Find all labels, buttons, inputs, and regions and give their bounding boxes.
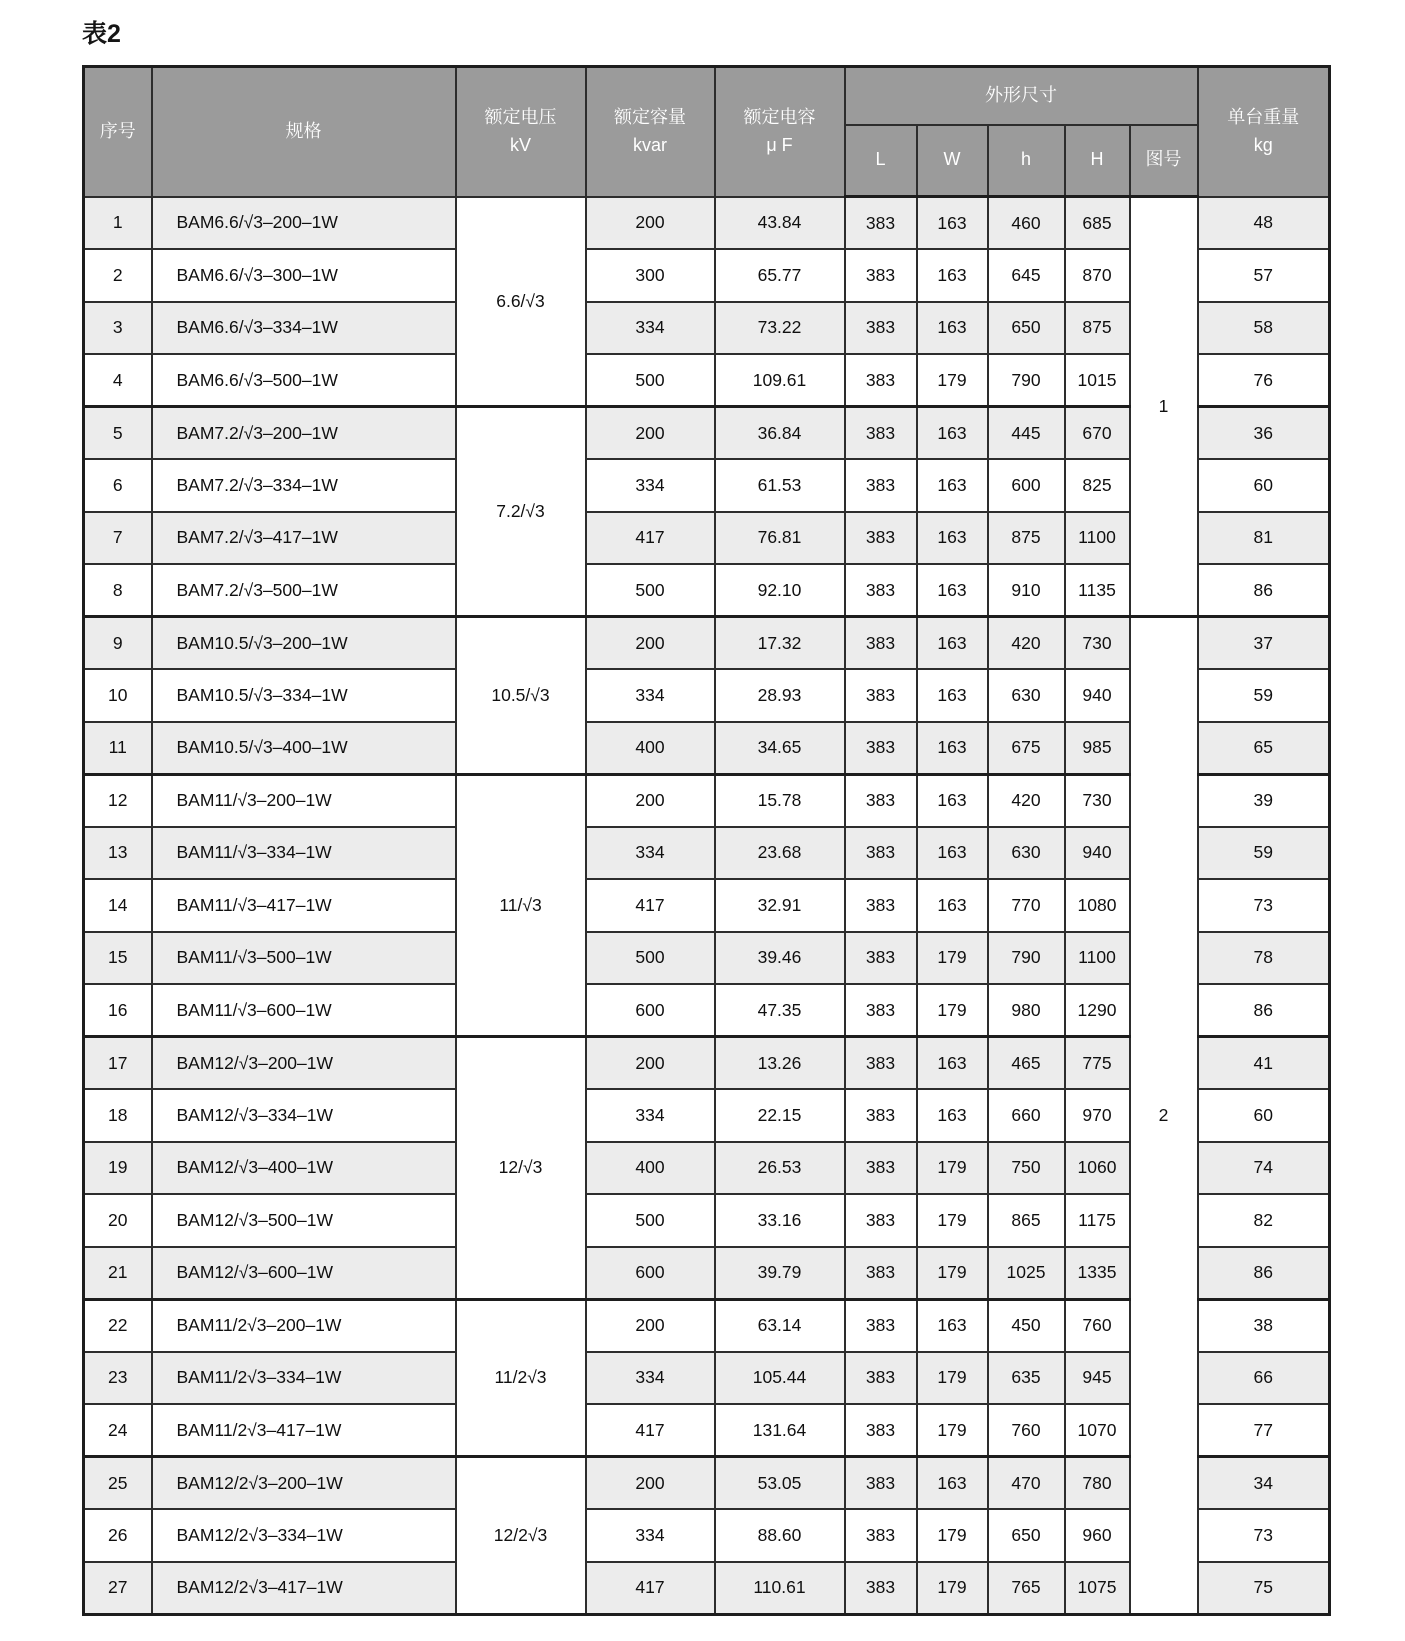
col-header-unit-weight — [1198, 67, 1330, 197]
dim-h-small-cell: 650 — [988, 302, 1065, 355]
col-header-rated-capacitance — [715, 67, 845, 197]
weight-cell: 86 — [1198, 564, 1330, 617]
spec-cell: BAM11/2√3–417–1W — [152, 1404, 456, 1457]
dim-h-small-cell: 765 — [988, 1562, 1065, 1615]
voltage-span-cell: 6.6/√3 — [456, 197, 586, 407]
weight-cell: 41 — [1198, 1037, 1330, 1090]
dim-h-big-cell: 1175 — [1065, 1194, 1130, 1247]
capacity-cell: 417 — [586, 512, 715, 565]
dim-h-small-cell: 600 — [988, 459, 1065, 512]
weight-cell: 57 — [1198, 249, 1330, 302]
serial-cell: 8 — [84, 564, 152, 617]
capacitance-cell: 110.61 — [715, 1562, 845, 1615]
voltage-span-cell: 11/√3 — [456, 774, 586, 1037]
spec-cell: BAM11/√3–600–1W — [152, 984, 456, 1037]
capacitance-cell: 23.68 — [715, 827, 845, 880]
dim-l-cell: 383 — [845, 1037, 917, 1090]
dim-w-cell: 163 — [917, 827, 988, 880]
dim-w-cell: 163 — [917, 722, 988, 775]
dim-w-cell: 179 — [917, 1194, 988, 1247]
dim-l-cell: 383 — [845, 302, 917, 355]
dim-h-small-cell: 420 — [988, 774, 1065, 827]
weight-cell: 48 — [1198, 197, 1330, 250]
serial-cell: 4 — [84, 354, 152, 407]
dim-h-small-cell: 420 — [988, 617, 1065, 670]
dim-w-cell: 179 — [917, 1352, 988, 1405]
weight-cell: 73 — [1198, 1509, 1330, 1562]
dim-h-small-cell: 980 — [988, 984, 1065, 1037]
dim-l-cell: 383 — [845, 984, 917, 1037]
dim-h-small-cell: 660 — [988, 1089, 1065, 1142]
serial-cell: 24 — [84, 1404, 152, 1457]
dim-h-big-cell: 1135 — [1065, 564, 1130, 617]
dim-h-small-cell: 630 — [988, 827, 1065, 880]
capacity-cell: 400 — [586, 722, 715, 775]
dim-h-small-cell: 650 — [988, 1509, 1065, 1562]
capacitance-cell: 105.44 — [715, 1352, 845, 1405]
capacitance-cell: 92.10 — [715, 564, 845, 617]
capacitance-cell: 39.46 — [715, 932, 845, 985]
table-row — [84, 617, 1330, 670]
capacitance-cell: 15.78 — [715, 774, 845, 827]
figure-span-cell: 1 — [1130, 197, 1198, 617]
dim-w-cell: 163 — [917, 1299, 988, 1352]
spec-cell: BAM11/√3–200–1W — [152, 774, 456, 827]
capacity-cell: 500 — [586, 1194, 715, 1247]
weight-cell: 78 — [1198, 932, 1330, 985]
col-header-dim-h-big: H — [1065, 125, 1130, 197]
header-row-1 — [84, 67, 1330, 125]
rated-capacity-label: 额定容量 — [614, 106, 686, 127]
weight-cell: 34 — [1198, 1457, 1330, 1510]
serial-cell: 2 — [84, 249, 152, 302]
weight-cell: 37 — [1198, 617, 1330, 670]
dim-h-small-cell: 910 — [988, 564, 1065, 617]
table-header — [84, 67, 1330, 197]
dim-l-cell: 383 — [845, 249, 917, 302]
spec-cell: BAM12/√3–200–1W — [152, 1037, 456, 1090]
dim-h-small-cell: 790 — [988, 932, 1065, 985]
dimensions-group-label: 外形尺寸 — [985, 84, 1057, 105]
weight-cell: 39 — [1198, 774, 1330, 827]
spec-cell: BAM12/2√3–200–1W — [152, 1457, 456, 1510]
dim-l-cell: 383 — [845, 774, 917, 827]
dim-h-small-cell: 645 — [988, 249, 1065, 302]
col-header-dimensions-group — [845, 67, 1198, 125]
dim-w-cell: 163 — [917, 407, 988, 460]
dim-h-big-cell: 1290 — [1065, 984, 1130, 1037]
capacitance-cell: 76.81 — [715, 512, 845, 565]
capacitance-cell: 131.64 — [715, 1404, 845, 1457]
dim-l-cell: 383 — [845, 879, 917, 932]
dim-h-big-cell: 825 — [1065, 459, 1130, 512]
serial-cell: 19 — [84, 1142, 152, 1195]
voltage-span-cell: 7.2/√3 — [456, 407, 586, 617]
figure-span-cell: 2 — [1130, 617, 1198, 1615]
capacitance-cell: 61.53 — [715, 459, 845, 512]
col-header-serial-label: 序号 — [99, 120, 136, 141]
capacitance-cell: 28.93 — [715, 669, 845, 722]
capacity-cell: 334 — [586, 302, 715, 355]
capacity-cell: 200 — [586, 197, 715, 250]
capacitance-cell: 65.77 — [715, 249, 845, 302]
rated-capacitance-unit: μ F — [766, 134, 793, 155]
dim-w-cell: 163 — [917, 564, 988, 617]
spec-cell: BAM6.6/√3–500–1W — [152, 354, 456, 407]
dim-l-cell: 383 — [845, 1142, 917, 1195]
dim-l-cell: 383 — [845, 512, 917, 565]
dim-h-big-cell: 945 — [1065, 1352, 1130, 1405]
weight-cell: 65 — [1198, 722, 1330, 775]
serial-cell: 15 — [84, 932, 152, 985]
dim-w-cell: 179 — [917, 1142, 988, 1195]
dim-h-big-cell: 730 — [1065, 617, 1130, 670]
spec-cell: BAM12/2√3–334–1W — [152, 1509, 456, 1562]
spec-cell: BAM6.6/√3–334–1W — [152, 302, 456, 355]
capacity-cell: 600 — [586, 984, 715, 1037]
weight-cell: 86 — [1198, 1247, 1330, 1300]
capacity-cell: 200 — [586, 1037, 715, 1090]
weight-cell: 73 — [1198, 879, 1330, 932]
dim-w-cell: 163 — [917, 1089, 988, 1142]
weight-cell: 86 — [1198, 984, 1330, 1037]
weight-cell: 77 — [1198, 1404, 1330, 1457]
dim-w-cell: 163 — [917, 302, 988, 355]
table-title: 表2 — [82, 20, 121, 48]
dim-h-big-cell: 1080 — [1065, 879, 1130, 932]
dim-l-cell: 383 — [845, 354, 917, 407]
capacitance-cell: 43.84 — [715, 197, 845, 250]
dim-h-big-cell: 780 — [1065, 1457, 1130, 1510]
capacity-cell: 417 — [586, 1562, 715, 1615]
dim-l-cell: 383 — [845, 827, 917, 880]
spec-cell: BAM12/√3–600–1W — [152, 1247, 456, 1300]
serial-cell: 6 — [84, 459, 152, 512]
dim-h-big-cell: 985 — [1065, 722, 1130, 775]
capacitance-cell: 88.60 — [715, 1509, 845, 1562]
spec-cell: BAM12/√3–400–1W — [152, 1142, 456, 1195]
capacitance-cell: 32.91 — [715, 879, 845, 932]
dim-h-small-cell: 470 — [988, 1457, 1065, 1510]
dim-w-cell: 179 — [917, 1562, 988, 1615]
capacitance-cell: 63.14 — [715, 1299, 845, 1352]
weight-cell: 75 — [1198, 1562, 1330, 1615]
spec-cell: BAM7.2/√3–200–1W — [152, 407, 456, 460]
capacity-cell: 334 — [586, 1089, 715, 1142]
serial-cell: 20 — [84, 1194, 152, 1247]
capacity-cell: 200 — [586, 407, 715, 460]
unit-weight-unit: kg — [1253, 134, 1273, 155]
weight-cell: 66 — [1198, 1352, 1330, 1405]
serial-cell: 23 — [84, 1352, 152, 1405]
weight-cell: 59 — [1198, 827, 1330, 880]
dim-h-small-cell: 445 — [988, 407, 1065, 460]
dim-h-big-cell: 670 — [1065, 407, 1130, 460]
col-header-dim-h-small: h — [988, 125, 1065, 197]
dim-w-cell: 179 — [917, 932, 988, 985]
spec-cell: BAM6.6/√3–300–1W — [152, 249, 456, 302]
weight-cell: 36 — [1198, 407, 1330, 460]
dim-l-cell: 383 — [845, 1089, 917, 1142]
spec-cell: BAM10.5/√3–334–1W — [152, 669, 456, 722]
dim-w-cell: 163 — [917, 1457, 988, 1510]
serial-cell: 14 — [84, 879, 152, 932]
capacity-cell: 200 — [586, 617, 715, 670]
col-header-figure-no: 图号 — [1130, 125, 1198, 197]
dim-h-small-cell: 460 — [988, 197, 1065, 250]
dim-l-cell: 383 — [845, 1194, 917, 1247]
dim-h-small-cell: 450 — [988, 1299, 1065, 1352]
dim-h-big-cell: 760 — [1065, 1299, 1130, 1352]
capacitance-cell: 53.05 — [715, 1457, 845, 1510]
dim-h-big-cell: 960 — [1065, 1509, 1130, 1562]
dim-l-cell: 383 — [845, 1562, 917, 1615]
dim-h-big-cell: 1100 — [1065, 512, 1130, 565]
dim-l-cell: 383 — [845, 1299, 917, 1352]
dim-h-big-cell: 875 — [1065, 302, 1130, 355]
weight-cell: 59 — [1198, 669, 1330, 722]
dim-l-cell: 383 — [845, 617, 917, 670]
dim-l-cell: 383 — [845, 564, 917, 617]
serial-cell: 10 — [84, 669, 152, 722]
serial-cell: 22 — [84, 1299, 152, 1352]
capacity-cell: 334 — [586, 669, 715, 722]
dim-w-cell: 163 — [917, 197, 988, 250]
dim-h-small-cell: 770 — [988, 879, 1065, 932]
serial-cell: 5 — [84, 407, 152, 460]
spec-cell: BAM7.2/√3–500–1W — [152, 564, 456, 617]
dim-h-big-cell: 940 — [1065, 669, 1130, 722]
dim-w-cell: 163 — [917, 669, 988, 722]
serial-cell: 27 — [84, 1562, 152, 1615]
spec-cell: BAM11/2√3–334–1W — [152, 1352, 456, 1405]
weight-cell: 60 — [1198, 1089, 1330, 1142]
dim-h-big-cell: 775 — [1065, 1037, 1130, 1090]
voltage-span-cell: 12/√3 — [456, 1037, 586, 1300]
dim-l-cell: 383 — [845, 407, 917, 460]
capacity-cell: 200 — [586, 774, 715, 827]
capacitance-cell: 34.65 — [715, 722, 845, 775]
dim-h-big-cell: 1335 — [1065, 1247, 1130, 1300]
voltage-span-cell: 11/2√3 — [456, 1299, 586, 1457]
dim-h-big-cell: 1060 — [1065, 1142, 1130, 1195]
dim-h-big-cell: 730 — [1065, 774, 1130, 827]
capacitance-cell: 22.15 — [715, 1089, 845, 1142]
capacity-cell: 334 — [586, 1509, 715, 1562]
dim-h-big-cell: 940 — [1065, 827, 1130, 880]
weight-cell: 81 — [1198, 512, 1330, 565]
dim-l-cell: 383 — [845, 1404, 917, 1457]
capacity-cell: 400 — [586, 1142, 715, 1195]
capacitor-spec-table — [82, 65, 1331, 1616]
dim-h-small-cell: 865 — [988, 1194, 1065, 1247]
voltage-span-cell: 10.5/√3 — [456, 617, 586, 775]
dim-w-cell: 163 — [917, 249, 988, 302]
col-header-rated-capacity — [586, 67, 715, 197]
spec-cell: BAM10.5/√3–200–1W — [152, 617, 456, 670]
serial-cell: 13 — [84, 827, 152, 880]
dim-w-cell: 179 — [917, 1404, 988, 1457]
dim-l-cell: 383 — [845, 932, 917, 985]
serial-cell: 21 — [84, 1247, 152, 1300]
capacity-cell: 334 — [586, 827, 715, 880]
dim-h-small-cell: 635 — [988, 1352, 1065, 1405]
serial-cell: 7 — [84, 512, 152, 565]
capacitance-cell: 33.16 — [715, 1194, 845, 1247]
spec-cell: BAM6.6/√3–200–1W — [152, 197, 456, 250]
dim-h-small-cell: 465 — [988, 1037, 1065, 1090]
capacitance-cell: 73.22 — [715, 302, 845, 355]
capacitance-cell: 47.35 — [715, 984, 845, 1037]
dim-h-small-cell: 750 — [988, 1142, 1065, 1195]
capacitance-cell: 36.84 — [715, 407, 845, 460]
serial-cell: 3 — [84, 302, 152, 355]
spec-cell: BAM11/√3–500–1W — [152, 932, 456, 985]
col-header-serial — [84, 67, 152, 197]
dim-l-cell: 383 — [845, 197, 917, 250]
col-header-spec — [152, 67, 456, 197]
capacity-cell: 200 — [586, 1457, 715, 1510]
spec-cell: BAM12/2√3–417–1W — [152, 1562, 456, 1615]
dim-h-big-cell: 1070 — [1065, 1404, 1130, 1457]
dim-l-cell: 383 — [845, 722, 917, 775]
spec-cell: BAM12/√3–334–1W — [152, 1089, 456, 1142]
capacitance-cell: 109.61 — [715, 354, 845, 407]
dim-h-big-cell: 1100 — [1065, 932, 1130, 985]
capacitance-cell: 13.26 — [715, 1037, 845, 1090]
capacitance-cell: 26.53 — [715, 1142, 845, 1195]
dim-l-cell: 383 — [845, 459, 917, 512]
serial-cell: 12 — [84, 774, 152, 827]
capacity-cell: 300 — [586, 249, 715, 302]
dim-h-small-cell: 875 — [988, 512, 1065, 565]
serial-cell: 16 — [84, 984, 152, 1037]
weight-cell: 58 — [1198, 302, 1330, 355]
dim-l-cell: 383 — [845, 1457, 917, 1510]
weight-cell: 60 — [1198, 459, 1330, 512]
weight-cell: 74 — [1198, 1142, 1330, 1195]
capacity-cell: 334 — [586, 1352, 715, 1405]
spec-cell: BAM7.2/√3–334–1W — [152, 459, 456, 512]
weight-cell: 82 — [1198, 1194, 1330, 1247]
dim-h-small-cell: 790 — [988, 354, 1065, 407]
capacity-cell: 500 — [586, 932, 715, 985]
voltage-span-cell: 12/2√3 — [456, 1457, 586, 1615]
dim-l-cell: 383 — [845, 1352, 917, 1405]
spec-cell: BAM11/2√3–200–1W — [152, 1299, 456, 1352]
dim-w-cell: 163 — [917, 1037, 988, 1090]
dim-w-cell: 179 — [917, 354, 988, 407]
col-header-spec-label: 规格 — [285, 120, 322, 141]
capacity-cell: 417 — [586, 879, 715, 932]
dim-w-cell: 163 — [917, 512, 988, 565]
serial-cell: 11 — [84, 722, 152, 775]
dim-l-cell: 383 — [845, 1509, 917, 1562]
dim-w-cell: 179 — [917, 1509, 988, 1562]
unit-weight-label: 单台重量 — [1227, 106, 1300, 127]
dim-l-cell: 383 — [845, 669, 917, 722]
serial-cell: 25 — [84, 1457, 152, 1510]
dim-w-cell: 179 — [917, 1247, 988, 1300]
dim-w-cell: 163 — [917, 617, 988, 670]
capacitance-cell: 17.32 — [715, 617, 845, 670]
col-header-rated-voltage — [456, 67, 586, 197]
table-row — [84, 197, 1330, 250]
serial-cell: 26 — [84, 1509, 152, 1562]
spec-cell: BAM11/√3–417–1W — [152, 879, 456, 932]
weight-cell: 38 — [1198, 1299, 1330, 1352]
serial-cell: 1 — [84, 197, 152, 250]
serial-cell: 18 — [84, 1089, 152, 1142]
rated-voltage-label: 额定电压 — [484, 106, 557, 127]
dim-h-small-cell: 760 — [988, 1404, 1065, 1457]
spec-cell: BAM10.5/√3–400–1W — [152, 722, 456, 775]
dim-h-small-cell: 675 — [988, 722, 1065, 775]
dim-h-big-cell: 1015 — [1065, 354, 1130, 407]
dim-l-cell: 383 — [845, 1247, 917, 1300]
capacity-cell: 334 — [586, 459, 715, 512]
capacity-cell: 500 — [586, 354, 715, 407]
dim-h-small-cell: 630 — [988, 669, 1065, 722]
dim-w-cell: 163 — [917, 459, 988, 512]
capacity-cell: 600 — [586, 1247, 715, 1300]
rated-voltage-unit: kV — [509, 134, 531, 155]
dim-h-small-cell: 1025 — [988, 1247, 1065, 1300]
dim-w-cell: 179 — [917, 984, 988, 1037]
dim-w-cell: 163 — [917, 879, 988, 932]
serial-cell: 17 — [84, 1037, 152, 1090]
col-header-dim-l: L — [845, 125, 917, 197]
rated-capacity-unit: kvar — [632, 134, 667, 155]
dim-w-cell: 163 — [917, 774, 988, 827]
dim-h-big-cell: 685 — [1065, 197, 1130, 250]
rated-capacitance-label: 额定电容 — [743, 106, 816, 127]
spec-cell: BAM12/√3–500–1W — [152, 1194, 456, 1247]
capacitance-cell: 39.79 — [715, 1247, 845, 1300]
dim-h-big-cell: 870 — [1065, 249, 1130, 302]
spec-cell: BAM11/√3–334–1W — [152, 827, 456, 880]
weight-cell: 76 — [1198, 354, 1330, 407]
dim-h-big-cell: 970 — [1065, 1089, 1130, 1142]
spec-cell: BAM7.2/√3–417–1W — [152, 512, 456, 565]
col-header-dim-w: W — [917, 125, 988, 197]
capacity-cell: 417 — [586, 1404, 715, 1457]
capacity-cell: 500 — [586, 564, 715, 617]
capacity-cell: 200 — [586, 1299, 715, 1352]
serial-cell: 9 — [84, 617, 152, 670]
dim-h-big-cell: 1075 — [1065, 1562, 1130, 1615]
table-body — [84, 197, 1330, 1615]
